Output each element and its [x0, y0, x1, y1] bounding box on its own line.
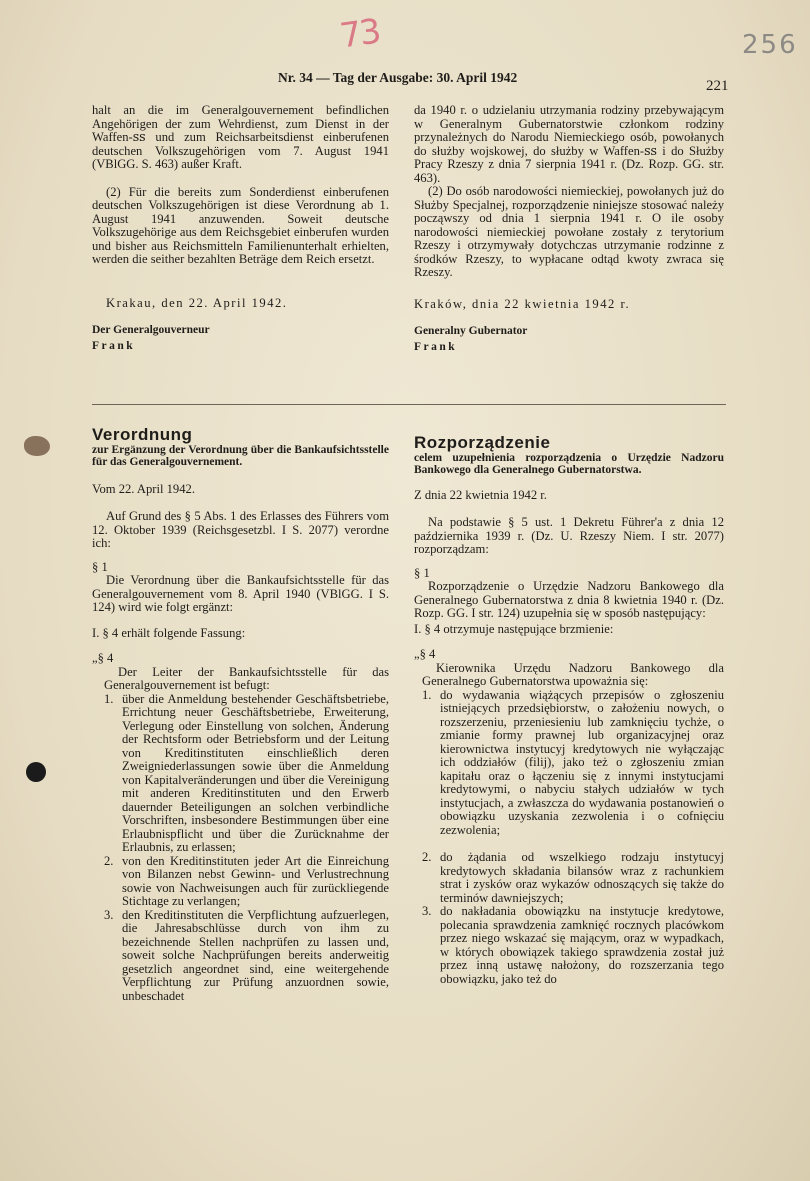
signatory-title: Generalny Gubernator [414, 325, 528, 337]
issue-line: Nr. 34 — Tag der Ausgabe: 30. April 1942 [278, 70, 518, 85]
decree-subtitle: zur Ergänzung der Verordnung über die Bankaufsichtsstelle für das Generalgouvernement. [92, 443, 389, 468]
item-number: 2. [104, 853, 114, 868]
signatory-name: Frank [414, 340, 458, 353]
list-item [104, 909, 389, 1004]
paragraph: da 1940 r. o udzielaniu utrzymania rodziny przebywającym w Generalnym Gubernatorstwie członkom rodziny przynależnych do Narodu Niemieckiego osób, powołanych do służby wojskowej, do służby w Waffen-ꜱꜱ i do Służby Pracy Rzeszy z dnia 7 sierpnia 1941 r. (Dz. Rozp. GG. str. 463). [414, 103, 724, 185]
decree-title: Verordnung [92, 425, 193, 444]
page-number: 221 [706, 78, 729, 94]
red-pen-mark: 73 [337, 11, 382, 57]
item-number: 1. [422, 687, 432, 702]
item-number: 2. [422, 850, 432, 864]
section-intro: Der Leiter der Bankaufsichtsstelle für das Generalgouvernement ist befugt: [104, 664, 389, 692]
punch-hole [26, 762, 46, 782]
quoted-section-heading: „§ 4 [92, 651, 114, 665]
numbered-list [422, 689, 724, 987]
section-text: Rozporządzenie o Urzędzie Nadzoru Bankowego dla Generalnego Gubernatorstwa z dnia 8 kwietnia 1940 r. (Dz. Rozp. GG. I str. 124) uzupełnia się w sposób następujący: [414, 579, 724, 620]
item-text: über die Anmeldung bestehender Geschäftsbetriebe, Errichtung neuer Geschäftsbetriebe, Erweiterung, Verlegung oder Einstellung von solchen, Änderung der Rechtsform oder Betriebsform und der Leitung von Kreditinstituten einschließlich deren Zweigniederlassungen sowie über die Anmeldung von Kapitalveränderungen und über die Vereinigung mit anderen Kreditinstituten und den Erwerb dauernder Beteiligungen an solchen verbindliche Vorschriften, insbesondere Bestimmungen über eine Erlaubnispflicht und über die Zurücknahme der Erlaubnis, zu erlassen; [122, 691, 389, 854]
item-number: 3. [422, 904, 432, 918]
numbered-list [104, 693, 389, 1004]
item-text: do nakładania obowiązku na instytucje kredytowe, polecania sprawdzenia zamknięć rocznych placówkom przez niego wskazać się mającym, oraz w wypadkach, w których obowiązek takiego sprawdzenia został już przez inną ustawę nałożony, do rozszerzania tego obowiązku, jako też do [440, 904, 724, 986]
section-heading: § 1 [414, 565, 430, 580]
decree-date: Vom 22. April 1942. [92, 481, 195, 496]
list-item [104, 855, 389, 909]
section-text: Die Verordnung über die Bankaufsichtsstelle für das Generalgouvernement vom 8. April 1940 (VBlGG. I S. 124) wird wie folgt ergänzt: [92, 573, 389, 614]
item-number: 3. [104, 907, 114, 922]
section-heading: § 1 [92, 559, 108, 574]
signatory-name: Frank [92, 339, 136, 352]
amendment-item: I. § 4 otrzymuje następujące brzmienie: [414, 621, 614, 636]
decree-subtitle: celem uzupełnienia rozporządzenia o Urzędzie Nadzoru Bankowego dla Generalnego Gubernatorstwa. [414, 451, 724, 476]
paragraph: halt an die im Generalgouvernement befindlichen Angehörigen der zum Wehrdienst, zum Dienst in der Waffen-ꜱꜱ und zum Reichsarbeitsdienst einberufenen deutschen Volkszugehörigen vom 7. August 1941 (VBlGG. S. 463) außer Kraft. [92, 103, 389, 171]
preamble: Auf Grund des § 5 Abs. 1 des Erlasses des Führers vom 12. Oktober 1939 (Reichsgesetzbl. I S. 2077) verordne ich: [92, 509, 389, 550]
section-divider [92, 404, 726, 405]
top-right-column [414, 104, 724, 354]
place-date: Kraków, dnia 22 kwietnia 1942 r. [414, 296, 631, 311]
item-text: do wydawania wiążących przepisów o zgłoszeniu istniejących przedsiębiorstw, o założeniu nowych, o rozszerzeniu, przeniesieniu lub zamknięciu tychże, o zmianie formy prawnej lub organizacyjnej oraz kierownictwa instytucyj kredytowych nie wyłączając ich oddziałów (filij), jako też o zgłoszeniu zmian kapitału oraz o łączeniu się z innymi instytucjami kredytowymi, o nabyciu stałych udziałów w tych instytucjach, a zwłaszcza do wydawania postanowień o obowiązku uzyskania zezwolenia i o cofnięciu zezwolenia; [440, 687, 724, 837]
list-item [422, 851, 724, 905]
quoted-section-heading: „§ 4 [414, 647, 436, 661]
top-left-column [92, 104, 389, 353]
page-header [0, 70, 810, 94]
paragraph: (2) Für die bereits zum Sonderdienst einberufenen deutschen Volkszugehörigen ist diese Verordnung ab 1. August 1941 anzuwenden. Soweit deutsche Volkszugehörige aus dem Reichsgebiet einberufen wurden und bisher aus Reichsmitteln Familienunterhalt erhielten, werden die seither bezahlten Beträge dem Reich ersetzt. [92, 184, 389, 266]
item-text: do żądania od wszelkiego rodzaju instytucyj kredytowych składania bilansów wraz z rachunkiem strat i zysków oraz wykazów odnoszących się także do terminów dawniejszych; [440, 850, 724, 905]
list-item [422, 689, 724, 838]
pencil-folio-mark: 256 [742, 30, 798, 60]
decree-title: Rozporządzenie [414, 433, 551, 452]
section-intro: Kierownika Urzędu Nadzoru Bankowego dla Generalnego Gubernatorstwa upoważnia się: [422, 660, 724, 688]
signatory-title: Der Generalgouverneur [92, 324, 210, 336]
place-date: Krakau, den 22. April 1942. [106, 295, 288, 310]
item-number: 1. [104, 691, 114, 706]
list-item [422, 905, 724, 986]
decree-date: Z dnia 22 kwietnia 1942 r. [414, 487, 547, 502]
amendment-item: I. § 4 erhält folgende Fassung: [92, 625, 246, 640]
list-item [104, 693, 389, 855]
preamble: Na podstawie § 5 ust. 1 Dekretu Führer'a z dnia 12 października 1939 r. (Dz. U. Rzeszy Niem. I str. 2077) rozporządzam: [414, 515, 724, 556]
item-text: den Kreditinstituten die Verpflichtung aufzuerlegen, die Jahresabschlüsse durch von ihm zu bezeichnende Stellen nachprüfen zu lassen und, soweit solche Nachprüfungen bereits anderweitig gesetzlich angeordnet sind, eine weitergehende Verpflichtung zur Prüfung anzuordnen sowie, unbeschadet [122, 907, 389, 1003]
paragraph: (2) Do osób narodowości niemieckiej, powołanych już do Służby Specjalnej, rozporządzenie niniejsze stosować należy począwszy od dnia 1 sierpnia 1941 r. O ile osoby narodowości niemieckiej powołane zostały z terytorium Rzeszy i otrzymywały dotychczas utrzymanie rodzinne z środków Rzeszy, to wypłacane odtąd kwoty zwraca się Rzeszy. [414, 184, 724, 279]
ink-stain [24, 436, 50, 456]
german-decree [92, 425, 389, 1003]
item-text: von den Kreditinstituten jeder Art die Einreichung von Bilanzen nebst Gewinn- und Verlustrechnung sowie von Nachweisungen auch für zurückliegende Stichtage zu verlangen; [122, 853, 389, 908]
polish-decree [414, 433, 724, 986]
